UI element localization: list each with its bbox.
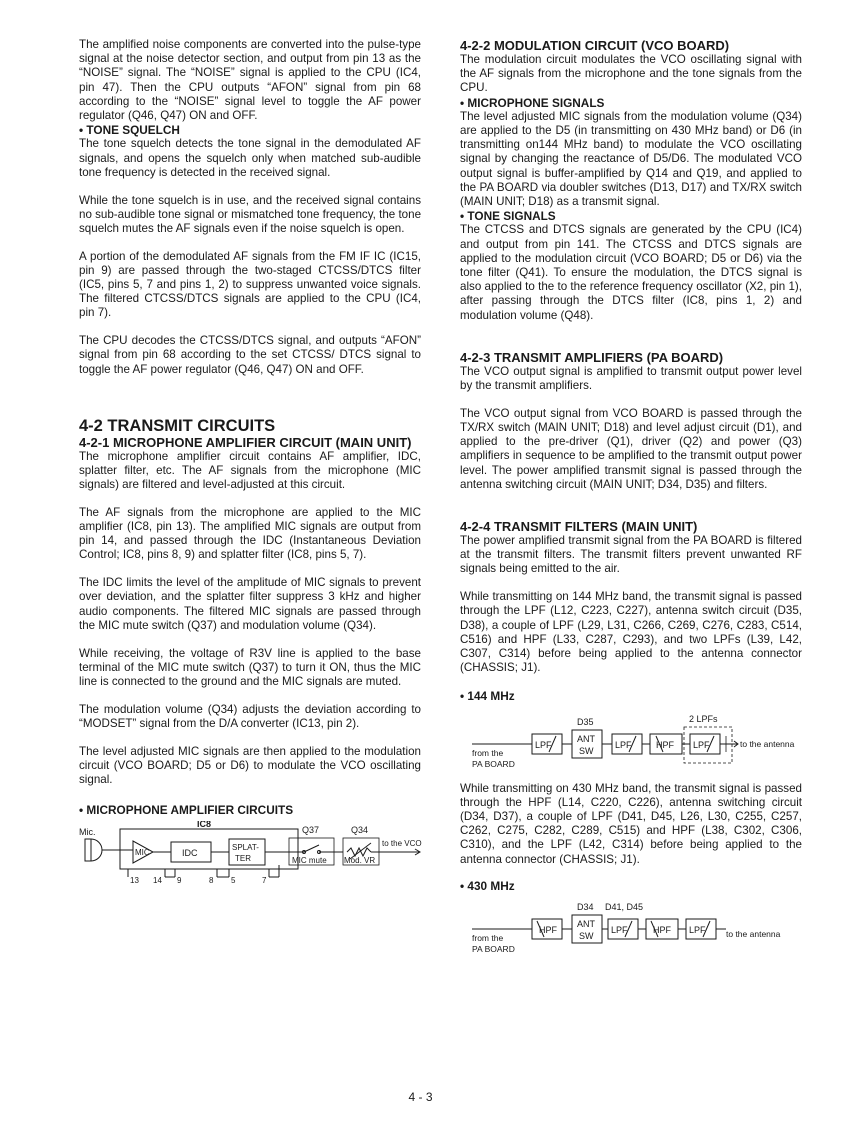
from-label-1: from the bbox=[472, 932, 504, 943]
mic-amp-paragraph-1: The microphone amplifier circuit contains AF amplifier, IDC, splatter filter, etc. The AF signals from the microphone (MIC signals) are filtered and level-adjusted at this circuit. bbox=[79, 449, 421, 492]
ant-label: ANT bbox=[577, 918, 595, 929]
lpf-2-label: LPF bbox=[689, 924, 706, 935]
mic-amp-paragraph-4: While receiving, the voltage of R3V line is applied to the base terminal of the MIC mute switch (Q37) to turn it ON, thus the MIC line is connected to the ground and the MIC signals are muted. bbox=[79, 646, 421, 688]
splatter-label-1: SPLAT- bbox=[232, 843, 259, 853]
from-label-2: PA BOARD bbox=[472, 758, 515, 769]
tx-filter-paragraph-1: The power amplified transmit signal from the PA BOARD is filtered at the transmit filters. The transmit filters prevent unwanted RF signals being emitted to the air. bbox=[460, 533, 802, 576]
pin-7: 7 bbox=[262, 876, 267, 886]
page-number: 4 - 3 bbox=[408, 1090, 433, 1104]
ic8-label: IC8 bbox=[197, 821, 212, 830]
to-antenna-label: to the antenna bbox=[726, 928, 781, 939]
lpf-3-label: LPF bbox=[693, 739, 710, 750]
mic-amp-heading: 4-2-1 MICROPHONE AMPLIFIER CIRCUIT (MAIN UNIT) bbox=[79, 434, 412, 450]
splatter-label-2: TER bbox=[235, 854, 251, 864]
mic-amp-paragraph-2: The AF signals from the microphone are applied to the MIC amplifier (IC8, pin 13). The amplified MIC signals are output from pin 14, and passed through the IDC (Instantaneous Deviation Control; IC8, pins 8, 9) and splatter filter (IC8, pins 5, 7). bbox=[79, 505, 421, 562]
hpf-2-label: HPF bbox=[653, 924, 671, 935]
mod-vr-label: Mod. VR bbox=[344, 856, 376, 866]
tx-amp-paragraph-1: The VCO output signal is amplified to transmit output power level by the transmit amplifiers. bbox=[460, 364, 802, 393]
tone-signals-paragraph: The CTCSS and DTCS signals are generated by the CPU (IC4) and output from pin 141. The CTCSS and DTCS signals are applied to the modulation circuit (VCO BOARD; D5 or D6) via the tone filter (Q41). To ensure the modulation, the DTCS signal is also applied to the to the reference frequency oscillator (X2, pin 1), after passing through the DTCS filter (IC8, pins 1, 2) and modulation volume (Q48). bbox=[460, 223, 802, 322]
left-column bbox=[79, 38, 421, 885]
mic-amp-paragraph-3: The IDC limits the level of the amplitude of MIC signals to prevent over deviation, and the splatter filter suppress 3 kHz and higher audio components. The filtered MIC signals are passed through the MIC mute switch (Q37) and modulation volume (Q34). bbox=[79, 576, 421, 632]
noise-paragraph: The amplified noise components are converted into the pulse-type signal at the noise detector section, and output from pin 13 as the “NOISE” signal. The “NOISE” signal is applied to the CPU (IC4, pin 47). Then the CPU outputs “AFON” signal from pin 68 according to the “NOISE” signal level to toggle the AF power regulator (Q46, Q47) ON and OFF. bbox=[79, 38, 421, 123]
hpf-1-label: HPF bbox=[539, 924, 557, 935]
tx-filter-paragraph-2: While transmitting on 144 MHz band, the transmit signal is passed through the LPF (L12, C223, C227), antenna switch circuit (D35, D38), a couple of LPF (L29, L31, C266, C269, C276, C283, C514, C516) and HPF (L33, C287, C293), and two LPFs (L39, L42, C307, C314) before being applied to the antenna connector (CHASSIS; J1). bbox=[460, 590, 802, 675]
microphone-symbol bbox=[85, 839, 91, 861]
mic-amp-paragraph-5: The modulation volume (Q34) adjusts the deviation according to “MODSET” signal from the D/A converter (IC13, pin 2). bbox=[79, 702, 421, 730]
filter-430-diagram bbox=[460, 897, 805, 957]
ant-label: ANT bbox=[577, 733, 595, 744]
pin-9: 9 bbox=[177, 876, 182, 886]
mic-signals-paragraph: The level adjusted MIC signals from the modulation volume (Q34) are applied to the D5 (in transmitting on 430 MHz band) or D6 (in transmitting on144 MHz band) to modulate the VCO oscillating signal by changing the reactance of D5/D6. The modulated VCO output signal is buffer-amplified by Q14 and Q19, and applied to the PA BOARD via doubler switches (D13, D17) and TX/RX switch (MAIN UNIT; D18) as a transmit signal. bbox=[460, 109, 802, 209]
mic-mute-label: MIC mute bbox=[292, 856, 327, 866]
q37-label: Q37 bbox=[302, 825, 320, 836]
tx-amp-paragraph-2: The VCO output signal from VCO BOARD is passed through the TX/RX switch (MAIN UNIT; D18) and level adjust circuit (D1), and applied to the pre-driver (Q1), driver (Q2) and power (Q3) amplifiers in sequence to be amplified to the transmit output power level. The power amplified transmit signal is passed through the antenna switching circuit (MAIN UNIT; D34, D35) and filters. bbox=[460, 406, 802, 491]
hpf-label: HPF bbox=[656, 739, 674, 750]
to-vco-label: to the VCO bbox=[382, 839, 422, 849]
tone-squelch-paragraph-2: While the tone squelch is in use, and the received signal contains no sub-audible tone signal or mismatched tone frequency, the tone squelch mutes the AF signals even if the noise squelch is open. bbox=[79, 193, 422, 235]
right-column bbox=[460, 38, 802, 957]
tone-signals-heading: • TONE SIGNALS bbox=[460, 209, 556, 224]
lpf-2-label: LPF bbox=[615, 739, 632, 750]
from-label-1: from the bbox=[472, 747, 504, 758]
lpf-1-label: LPF bbox=[535, 739, 552, 750]
modulation-paragraph: The modulation circuit modulates the VCO oscillating signal with the AF signals from the microphone and the tone signals from the CPU. bbox=[460, 53, 802, 95]
idc-block-label: IDC bbox=[182, 848, 198, 859]
band-144-heading: • 144 MHz bbox=[460, 689, 515, 704]
pin-14: 14 bbox=[153, 876, 162, 886]
modulation-heading: 4-2-2 MODULATION CIRCUIT (VCO BOARD) bbox=[460, 38, 730, 53]
mic-label: Mic. bbox=[79, 827, 96, 838]
lpf-1-label: LPF bbox=[611, 924, 628, 935]
d35-label: D35 bbox=[577, 716, 594, 727]
mic-block-label: MIC bbox=[135, 848, 150, 858]
tone-squelch-paragraph-1: The tone squelch detects the tone signal in the demodulated AF signals, and opens the squelch only when matched sub-audible tone frequency is detected in the received signal. bbox=[79, 137, 421, 179]
transmit-circuits-heading: 4-2 TRANSMIT CIRCUITS bbox=[79, 416, 276, 435]
sw-label: SW bbox=[579, 745, 594, 756]
mic-amp-paragraph-6: The level adjusted MIC signals are then applied to the modulation circuit (VCO BOARD; D5 or D6) to modulate the VCO oscillating signal. bbox=[79, 744, 421, 786]
pin-13: 13 bbox=[130, 876, 139, 886]
tx-amp-heading: 4-2-3 TRANSMIT AMPLIFIERS (PA BOARD) bbox=[460, 349, 724, 365]
filter-144-diagram bbox=[460, 708, 805, 772]
tx-filter-paragraph-3: While transmitting on 430 MHz band, the transmit signal is passed through the HPF (L14, C220, C226), antenna switching circuit (D34, D37), a couple of LPF (D41, D45, L26, L30, C255, C257, C262, C275, C282, C289, C515) and HPF (L38, C302, C306, C310), and the LPF (L42, C314) before being applied to the antenna connector (CHASSIS; J1). bbox=[460, 781, 802, 866]
two-lpfs-label: 2 LPFs bbox=[689, 713, 718, 724]
tone-squelch-paragraph-4: The CPU decodes the CTCSS/DTCS signal, and outputs “AFON” signal from pin 68 according to the set CTCSS/ DTCS signal to toggle the AF power regulator (Q46, Q47) ON and OFF. bbox=[79, 334, 421, 376]
d41-d45-label: D41, D45 bbox=[605, 901, 644, 912]
mic-amplifier-diagram bbox=[79, 821, 424, 885]
tx-filter-heading: 4-2-4 TRANSMIT FILTERS (MAIN UNIT) bbox=[460, 518, 698, 534]
from-label-2: PA BOARD bbox=[472, 943, 515, 954]
mic-signals-heading: • MICROPHONE SIGNALS bbox=[460, 95, 605, 110]
sw-label: SW bbox=[579, 930, 594, 941]
to-antenna-label: to the antenna bbox=[740, 738, 795, 749]
mic-circuits-heading: • MICROPHONE AMPLIFIER CIRCUITS bbox=[79, 803, 294, 818]
band-430-heading: • 430 MHz bbox=[460, 878, 515, 893]
pin-8: 8 bbox=[209, 876, 214, 886]
q34-label: Q34 bbox=[351, 825, 369, 836]
tone-squelch-heading: • TONE SQUELCH bbox=[79, 123, 180, 138]
pin-5: 5 bbox=[231, 876, 236, 886]
tone-squelch-paragraph-3: A portion of the demodulated AF signals from the FM IF IC (IC15, pin 9) are passed through the two-staged CTCSS/DTCS filter (IC5, pins 5, 7 and pins 1, 2) to suppress unwanted voice signals. The filtered CTCSS/DTCS signals are applied to the CPU (IC4, pin 7). bbox=[79, 249, 421, 320]
d34-label: D34 bbox=[577, 901, 594, 912]
